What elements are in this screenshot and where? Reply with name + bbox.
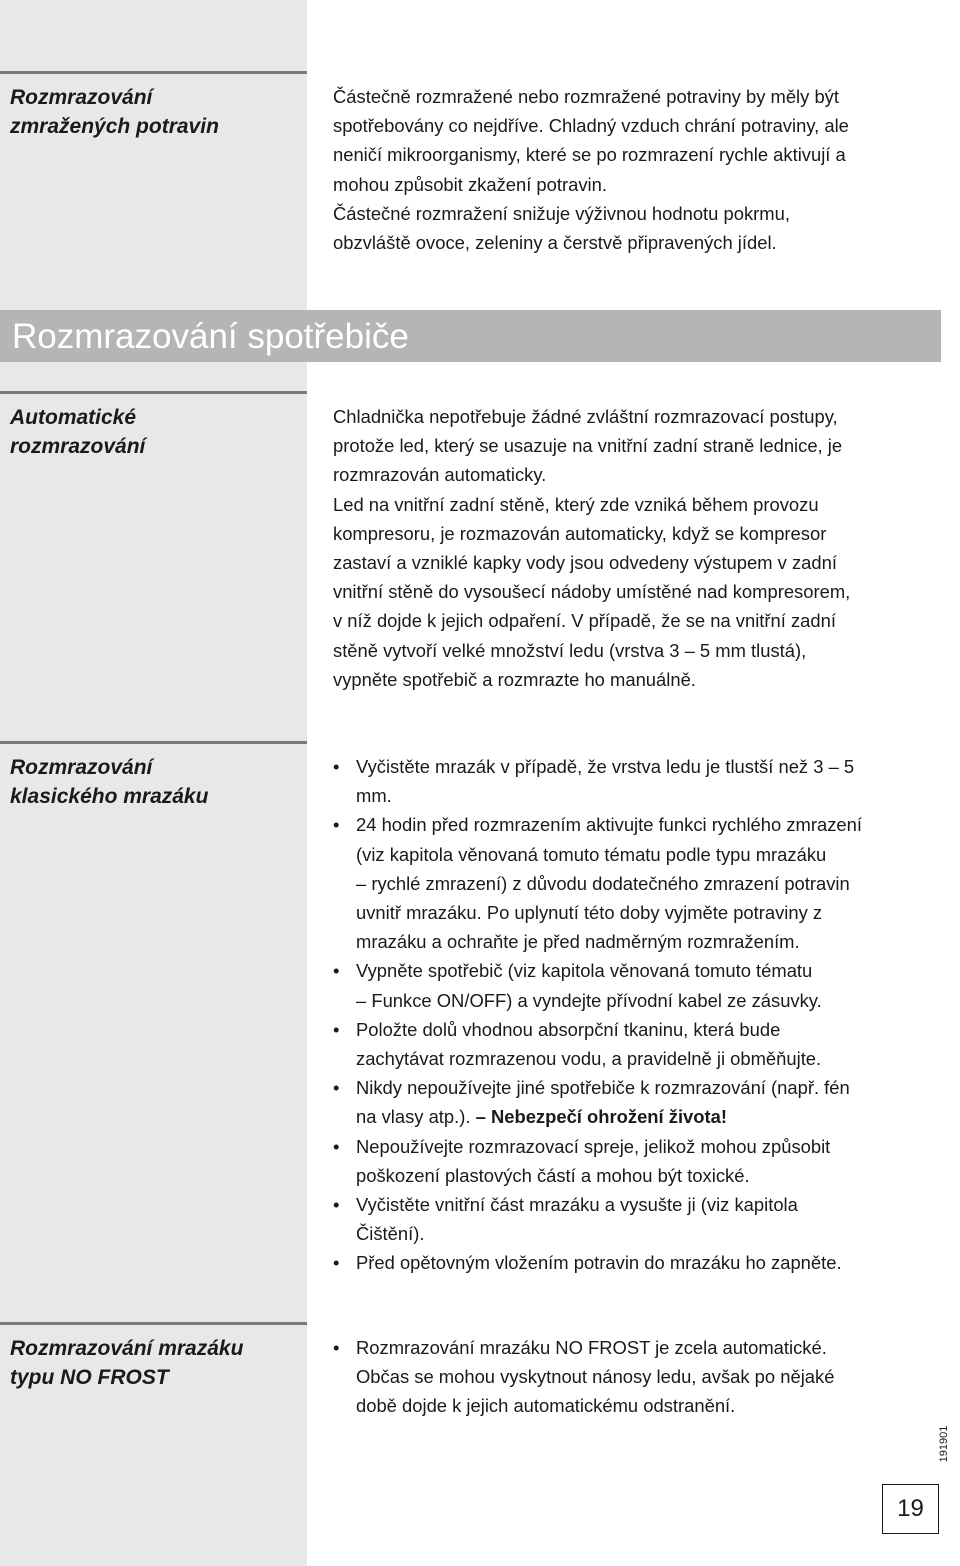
list-item: [333, 956, 943, 1014]
bullet-line: – Funkce ON/OFF) a vyndejte přívodní kabel ze zásuvky.: [356, 989, 822, 1011]
label-line: Rozmrazování: [10, 756, 153, 779]
bullet-icon: •: [333, 1018, 340, 1040]
body-line: obzvláště ovoce, zeleniny a čerstvě připravených jídel.: [333, 232, 777, 254]
list-item: [333, 1015, 943, 1073]
body-line: spotřebovány co nejdříve. Chladný vzduch chrání potraviny, ale: [333, 115, 849, 137]
bullet-icon: •: [333, 1135, 340, 1157]
bullet-line: – rychlé zmrazení) z důvodu dodatečného zmrazení potravin: [356, 872, 850, 894]
bullet-line: [356, 1102, 943, 1131]
label-line: Automatické: [10, 406, 137, 429]
body-line: zastaví a vzniklé kapky vody jsou odvedeny výstupem v zadní: [333, 552, 837, 574]
body-line: kompresoru, je rozmazován automaticky, když se kompresor: [333, 522, 827, 544]
chapter-banner: [0, 310, 941, 362]
bullet-line: Před opětovným vložením potravin do mrazáku ho zapněte.: [356, 1252, 842, 1274]
bullet-icon: •: [333, 1077, 340, 1099]
label-line: zmražených potravin: [10, 115, 219, 138]
bullet-line: Nikdy nepoužívejte jiné spotřebiče k rozmrazování (např. fén: [356, 1077, 850, 1099]
bullet-list: [333, 752, 943, 1278]
bullet-icon: •: [333, 960, 340, 982]
bullet-line-text: na vlasy atp.).: [356, 1106, 471, 1128]
body-line: Led na vnitřní zadní stěně, který zde vzniká během provozu: [333, 493, 819, 515]
body-line: v níž dojde k jejich odpaření. V případě, že se na vnitřní zadní: [333, 610, 836, 632]
bullet-icon: •: [333, 756, 340, 777]
section-label: [10, 1334, 300, 1392]
bullet-line: Položte dolů vhodnou absorpční tkaninu, která bude: [356, 1018, 781, 1040]
page-number: 19: [882, 1484, 939, 1534]
section-rule: [0, 71, 307, 74]
body-line: neničí mikroorganismy, které se po rozmrazení rychle aktivují a: [333, 144, 846, 166]
bullet-line: Vypněte spotřebič (viz kapitola věnovaná tomuto tématu: [356, 960, 813, 982]
section-body: [333, 402, 943, 694]
bullet-list: [333, 1333, 943, 1421]
body-line: mohou způsobit zkažení potravin.: [333, 173, 607, 195]
bullet-line: zachytávat rozmrazenou vodu, a pravidelně ji obměňujte.: [356, 1048, 822, 1070]
bullet-icon: •: [333, 1337, 340, 1358]
bullet-icon: •: [333, 814, 340, 836]
chapter-title: Rozmrazování spotřebiče: [12, 317, 409, 356]
label-line: typu NO FROST: [10, 1366, 169, 1389]
bullet-line: Vyčistěte vnitřní část mrazáku a vysušte ji (viz kapitola: [356, 1194, 798, 1216]
bullet-icon: •: [333, 1252, 340, 1274]
bullet-line: době dojde k jejich automatickému odstranění.: [356, 1395, 736, 1417]
bullet-line: (viz kapitola věnovaná tomuto tématu podle typu mrazáku: [356, 843, 827, 865]
bullet-line: Nepoužívejte rozmrazovací spreje, jelikož mohou způsobit: [356, 1135, 831, 1157]
list-item: [333, 1132, 943, 1190]
bullet-line: Čištění).: [356, 1223, 425, 1245]
label-line: Rozmrazování mrazáku: [10, 1337, 244, 1360]
body-line: rozmrazován automaticky.: [333, 464, 547, 486]
label-line: rozmrazování: [10, 435, 146, 458]
label-line: Rozmrazování: [10, 86, 153, 109]
danger-warning: – Nebezpečí ohrožení života!: [475, 1106, 727, 1128]
bullet-line: Vyčistěte mrazák v případě, že vrstva ledu je tlustší než 3 – 5: [356, 756, 855, 777]
section-label: [10, 83, 300, 141]
body-line: Chladnička nepotřebuje žádné zvláštní rozmrazovací postupy,: [333, 406, 838, 427]
list-item: [333, 1190, 943, 1248]
document-code: 191901: [938, 1425, 950, 1463]
body-line: stěně vytvoří velké množství ledu (vrstva 3 – 5 mm tlustá),: [333, 639, 807, 661]
bullet-icon: •: [333, 1194, 340, 1216]
list-item: [333, 1073, 943, 1131]
section-label: [10, 403, 300, 461]
list-item: [333, 752, 943, 810]
label-line: klasického mrazáku: [10, 785, 209, 808]
list-item: [333, 810, 943, 956]
list-item: [333, 1333, 943, 1421]
bullet-line: mrazáku a ochraňte je před nadměrným rozmražením.: [356, 931, 800, 953]
section-label: [10, 753, 300, 811]
section-rule: [0, 741, 307, 744]
section-body: [333, 82, 943, 257]
body-line: vnitřní stěně do vysoušecí nádoby umístěné nad kompresorem,: [333, 581, 851, 603]
bullet-line: 24 hodin před rozmrazením aktivujte funkci rychlého zmrazení: [356, 814, 862, 836]
body-line: vypněte spotřebič a rozmrazte ho manuálně.: [333, 668, 696, 690]
section-rule: [0, 391, 307, 394]
body-line: protože led, který se usazuje na vnitřní zadní straně lednice, je: [333, 435, 843, 457]
bullet-line: uvnitř mrazáku. Po uplynutí této doby vyjměte potraviny z: [356, 902, 823, 924]
body-line: Částečné rozmražení snižuje výživnou hodnotu pokrmu,: [333, 202, 790, 224]
bullet-line: mm.: [356, 785, 392, 807]
section-rule: [0, 1322, 307, 1325]
bullet-line: poškození plastových částí a mohou být toxické.: [356, 1164, 750, 1186]
bullet-line: Občas se mohou vyskytnout nánosy ledu, avšak po nějaké: [356, 1366, 835, 1388]
bullet-line: Rozmrazování mrazáku NO FROST je zcela automatické.: [356, 1337, 827, 1358]
list-item: [333, 1248, 943, 1277]
body-line: Částečně rozmražené nebo rozmražené potraviny by měly být: [333, 86, 839, 107]
